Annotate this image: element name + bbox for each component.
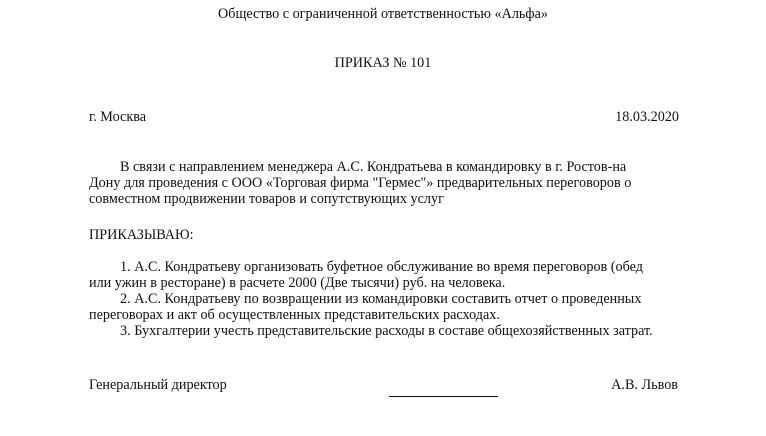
order-item-line: 2. А.С. Кондратьеву по возвращении из командировки составить отчет о проведенных	[120, 291, 642, 307]
preamble-line: В связи с направлением менеджера А.С. Кондратьева в командировку в г. Ростов-на	[120, 159, 627, 175]
order-item-line: или ужин в ресторане) в расчете 2000 (Две тысячи) руб. на человека.	[89, 275, 506, 291]
organization-name: Общество с ограниченной ответственностью «Альфа»	[218, 6, 548, 22]
document-date: 18.03.2020	[615, 109, 679, 125]
order-item-line: 1. А.С. Кондратьеву организовать буфетное обслуживание во время переговоров (обед	[120, 259, 643, 275]
document-city: г. Москва	[89, 109, 147, 125]
document-title: ПРИКАЗ № 101	[334, 55, 432, 71]
preamble-line: Дону для проведения с ООО «Торговая фирма "Гермес"» предварительных переговоров о	[89, 175, 632, 191]
signer-name: А.В. Львов	[611, 377, 678, 393]
order-heading: ПРИКАЗЫВАЮ:	[89, 227, 194, 243]
signature-line	[389, 396, 498, 397]
preamble-paragraph	[89, 159, 689, 207]
preamble-line: совместном продвижении товаров и сопутствующих услуг	[89, 191, 444, 207]
order-item-line: 3. Бухгалтерии учесть представительские расходы в составе общехозяйственных затрат.	[120, 323, 653, 339]
order-item-line: переговорах и акт об осуществленных представительских расходах.	[89, 307, 500, 323]
signer-role: Генеральный директор	[89, 377, 227, 393]
order-items	[89, 259, 689, 339]
